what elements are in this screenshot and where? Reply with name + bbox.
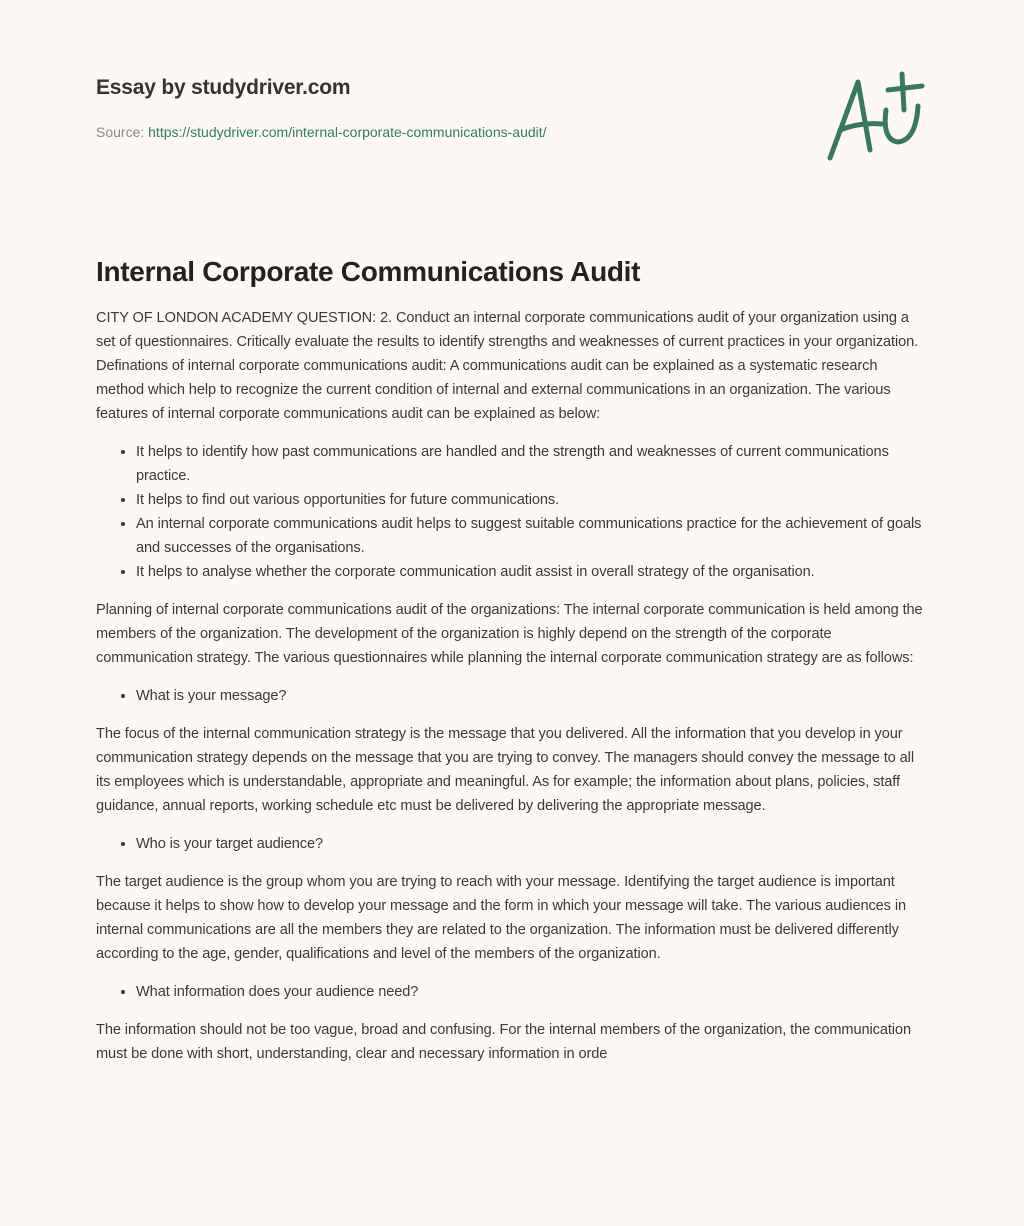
paragraph: The information should not be too vague, broad and confusing. For the internal members of the organization, the communication must be done with short, understanding, clear and necessary information in orde xyxy=(96,1022,911,1062)
list-item: • It helps to analyse whether the corporate communication audit assist in overall strategy of the organisation. xyxy=(136,560,928,584)
a-plus-logo-icon xyxy=(820,70,930,165)
paragraph: The focus of the internal communication strategy is the message that you delivered. All the information that you develop in your communication strategy depends on the message that you are trying to convey. The managers should convey the message to all its employees which is understandable, appropriate and meaningful. As for example; the information about plans, policies, staff guidance, annual reports, working schedule etc must be delivered by delivering the appropriate message. xyxy=(96,726,914,814)
source-line xyxy=(96,124,547,140)
list-item: • What information does your audience need? xyxy=(136,980,928,1004)
list-item: • Who is your target audience? xyxy=(136,832,928,856)
paragraph: Planning of internal corporate communications audit of the organizations: The internal corporate communication is held among the members of the organization. The development of the organization is highly depend on the strength of the corporate communication strategy. The various questionnaires while planning the internal corporate communication strategy are as follows: xyxy=(96,602,923,666)
article-title: Internal Corporate Communications Audit xyxy=(96,256,641,287)
question-list xyxy=(96,684,928,708)
question-list xyxy=(96,832,928,856)
brand-title: Essay by studydriver.com xyxy=(96,76,351,99)
list-item: • An internal corporate communications audit helps to suggest suitable communications practice for the achievement of goals and successes of the organisations. xyxy=(136,512,928,560)
paragraph: CITY OF LONDON ACADEMY QUESTION: 2. Conduct an internal corporate communications audit of your organization using a set of questionnaires. Critically evaluate the results to identify strengths and weaknesses of current practices in your organization. Definations of internal corporate communications audit: A communications audit can be explained as a systematic research method which help to recognize the current condition of internal and external communications in an organization. The various features of internal corporate communications audit can be explained as below: xyxy=(96,310,919,422)
question-list xyxy=(96,980,928,1004)
source-label: Source: xyxy=(96,124,149,140)
article xyxy=(96,256,928,1080)
source-link[interactable]: https://studydriver.com/internal-corporate-communications-audit/ xyxy=(148,124,547,140)
site-header xyxy=(96,76,547,140)
list-item: • It helps to identify how past communications are handled and the strength and weaknesses of current communications practice. xyxy=(136,440,928,488)
list-item: • It helps to find out various opportunities for future communications. xyxy=(136,488,928,512)
list-item: • What is your message? xyxy=(136,684,928,708)
features-list xyxy=(96,440,928,584)
paragraph: The target audience is the group whom you are trying to reach with your message. Identifying the target audience is important because it helps to show how to develop your message and the form in which your message will take. The various audiences in internal communications are all the members they are related to the organization. The information must be delivered differently according to the age, gender, qualifications and level of the members of the organization. xyxy=(96,874,906,962)
